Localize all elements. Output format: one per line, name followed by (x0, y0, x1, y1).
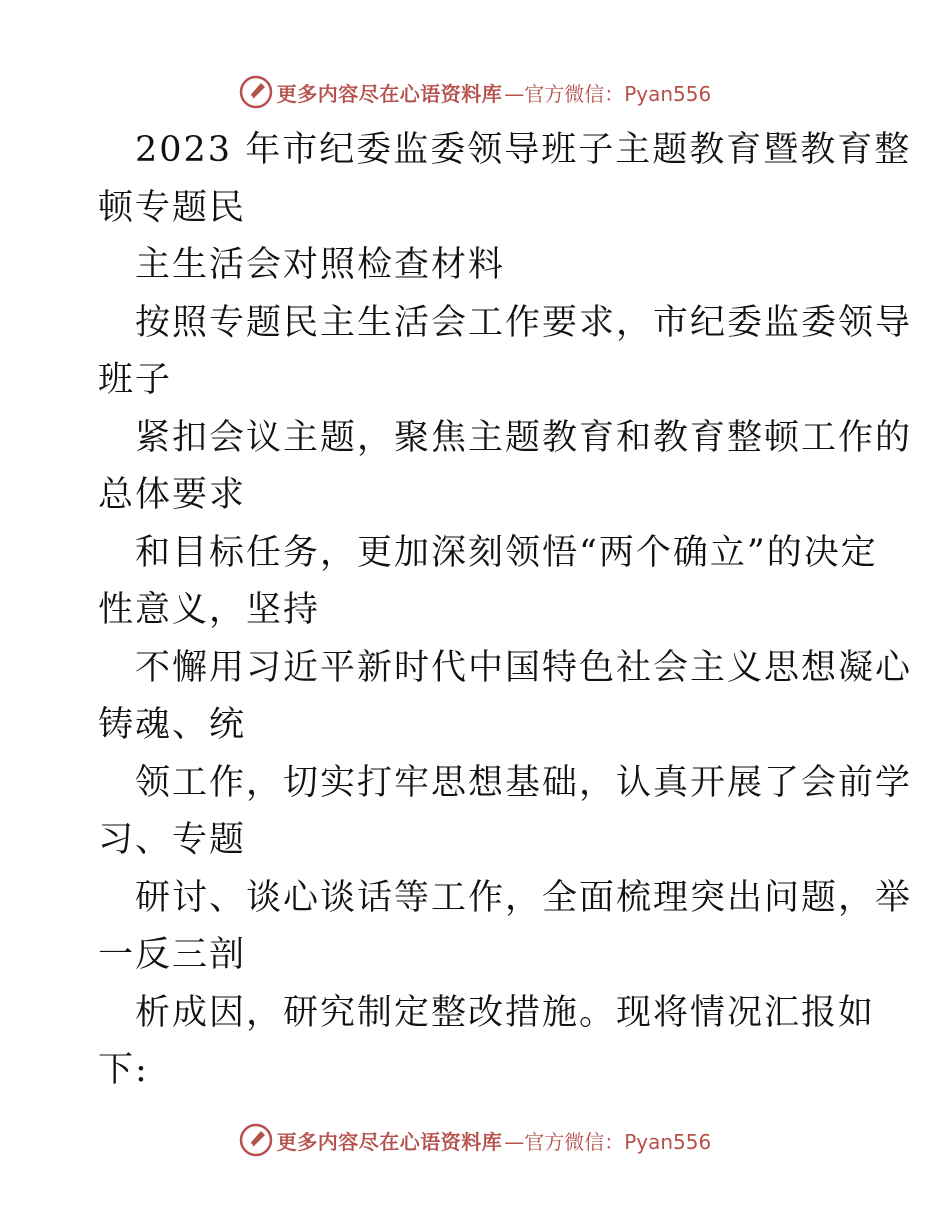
doc-line: 下: (98, 1050, 149, 1090)
brand-logo-icon (239, 75, 273, 109)
doc-line: 铸魂、统 (98, 705, 247, 745)
header-brand-text: 更多内容尽在心语资料库 (276, 81, 503, 106)
footer-brand-text: 更多内容尽在心语资料库 (276, 1129, 503, 1154)
doc-line: 顿专题民 (98, 187, 247, 228)
doc-line: 主生活会对照检查材料 (135, 245, 506, 285)
doc-line: 一反三剖 (98, 935, 247, 975)
doc-line: 2023 年市纪委监委领导班子主题教育暨教育整 (135, 130, 912, 170)
doc-line: 和目标任务，更加深刻领悟“两个确立”的决定 (135, 532, 878, 573)
doc-line: 按照专题民主生活会工作要求，市纪委监委领导 (135, 302, 913, 343)
doc-line: 习、专题 (98, 820, 247, 860)
header-contact-text: —官方微信：Pyan556 (504, 81, 712, 106)
doc-line: 紧扣会议主题，聚焦主题教育和教育整顿工作的 (135, 417, 913, 458)
doc-line: 领工作，切实打牢思想基础，认真开展了会前学 (135, 762, 913, 803)
brand-logo-icon (239, 1123, 273, 1157)
doc-line: 研讨、谈心谈话等工作，全面梳理突出问题，举 (135, 877, 913, 918)
footer-banner (0, 1120, 950, 1160)
doc-line: 总体要求 (98, 475, 247, 515)
doc-line: 班子 (98, 360, 173, 400)
header-banner (0, 72, 950, 112)
doc-line: 不懈用习近平新时代中国特色社会主义思想凝心 (135, 647, 913, 688)
doc-line: 析成因，研究制定整改措施。现将情况汇报如 (135, 992, 876, 1033)
doc-line: 性意义，坚持 (98, 590, 321, 630)
footer-contact-text: —官方微信：Pyan556 (504, 1129, 712, 1154)
document-body (98, 122, 913, 1100)
